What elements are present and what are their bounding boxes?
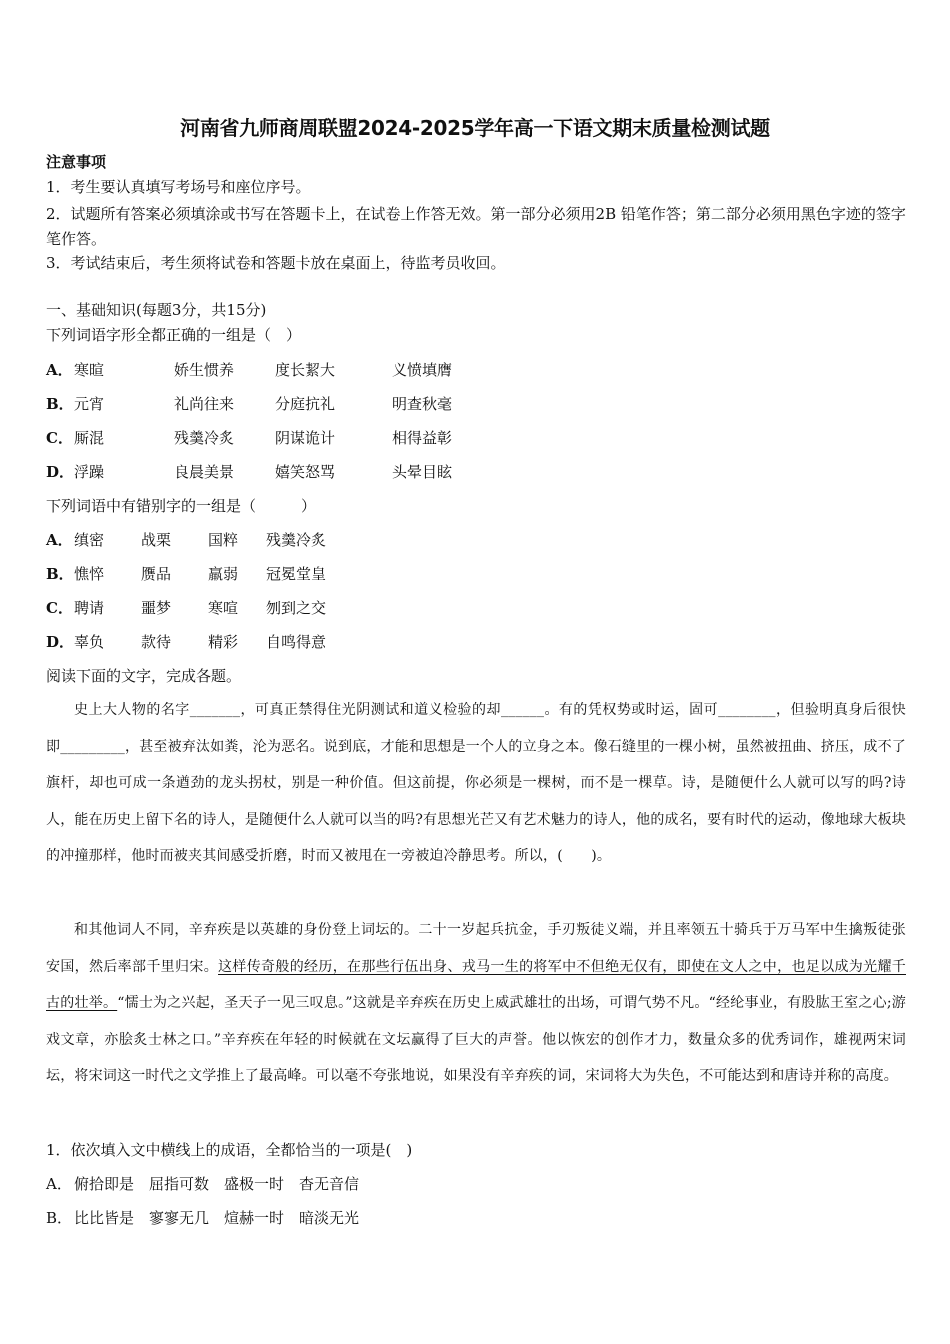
note-item-1: 1．考生要认真填写考场号和座位序号。	[46, 178, 311, 196]
option-word: 礼尚往来	[174, 395, 235, 413]
option-word: 明查秋毫	[392, 395, 453, 413]
option-word: 义愤填膺	[392, 361, 453, 379]
notes-heading: 注意事项	[46, 153, 107, 171]
option-word: 相得益彰	[392, 429, 453, 447]
option-word: 寒喧	[208, 599, 239, 617]
page-title: 河南省九师商周联盟2024-2025学年高一下语文期末质量检测试题	[180, 116, 770, 140]
passage-text: 和其他词人不同，辛弃疾是以英雄的身份登上词坛的。二十一岁起兵抗金，手刃叛徒义端，并且率领五十骑兵于万马军中生擒叛徒张安国，然后率部千里归宋。	[46, 922, 906, 975]
option-word: 分庭抗礼	[275, 395, 336, 413]
option-word: 度长絜大	[275, 361, 336, 379]
option-label: A．	[46, 361, 73, 379]
reading-q1-stem: 1．依次填入文中横线上的成语，全都恰当的一项是( )	[46, 1141, 413, 1159]
note-item-2: 2．试题所有答案必须填涂或书写在答题卡上，在试卷上作答无效。第一部分必须用2B 铅笔作答；第二部分必须用黑色字迹的签字笔作答。	[46, 205, 906, 248]
option-word: 嬉笑怒骂	[275, 463, 336, 481]
option-word: 款待	[141, 633, 172, 651]
option-word: 赝品	[141, 565, 172, 583]
option-word: 辜负	[74, 633, 105, 651]
option-word: 娇生惯养	[174, 361, 235, 379]
passage-text: “懦士为之兴起，圣天子一见三叹息。”这就是辛弃疾在历史上威武雄壮的出场，可谓气势不凡。“经纶事业，有股肱王室之心;游戏文章，亦脍炙士林之口。”辛弃疾在年轻的时候就在文坛赢得了巨大的声誉。他以恢宏的创作才力，数量众多的优秀词作，雄视两宋词坛，将宋词这一时代之文学推上了最高峰。可以毫不夸张地说，如果没有辛弃疾的词，宋词将大为失色，不可能达到和唐诗并称的高度。	[46, 995, 906, 1084]
option-label: A．	[46, 1175, 72, 1193]
option-word: 战栗	[141, 531, 172, 549]
option-label: D．	[46, 633, 75, 651]
option-word: 冠冕堂皇	[266, 565, 327, 583]
passage-paragraph-1: 史上大人物的名字_______，可真正禁得住光阴测试和道义检验的却______。有的凭权势或时运，固可________，但验明真身后很快即_________，甚至被弃汰如粪，沦为恶名。说到底，才能和思想是一个人的立身之本。像石缝里的一棵小树，虽然被扭曲、挤压，成不了旗杆，却也可成一条遒劲的龙头拐杖，别是一种价值。但这前提，你必须是一棵树，而不是一棵草。诗，是随便什么人就可以写的吗?诗人，能在历史上留下名的诗人，是随便什么人就可以当的吗?有思想光芒又有艺术魅力的诗人，他的成名，要有时代的运动，像地球大板块的冲撞那样，他时而被夹其间感受折磨，时而又被甩在一旁被迫冷静思考。所以，( )。	[46, 702, 906, 864]
option-word: 噩梦	[141, 599, 172, 617]
option-word: 寒暄	[74, 361, 105, 379]
option-word: 国粹	[208, 531, 239, 549]
passage-paragraph-2	[46, 912, 906, 1095]
q2-stem: 下列词语中有错别字的一组是（ ）	[46, 497, 317, 515]
option-word: 聘请	[74, 599, 105, 617]
option-word: 缜密	[74, 531, 105, 549]
note-item-3: 3．考试结束后，考生须将试卷和答题卡放在桌面上，待监考员收回。	[46, 254, 506, 272]
option-word: 刎到之交	[266, 599, 327, 617]
q1-stem: 下列词语字形全都正确的一组是（ ）	[46, 326, 302, 344]
option-word: 阴谋诡计	[275, 429, 336, 447]
section-heading: 一、基础知识(每题3分，共15分)	[46, 301, 267, 319]
option-label: C．	[46, 429, 73, 447]
option-label: B．	[46, 1209, 73, 1227]
option-word: 羸弱	[208, 565, 239, 583]
option-word: 憔悴	[74, 565, 105, 583]
option-word: 残羹冷炙	[266, 531, 327, 549]
option-text: 比比皆是 寥寥无几 煊赫一时 暗淡无光	[74, 1209, 360, 1227]
option-word: 残羹冷炙	[174, 429, 235, 447]
option-word: 浮躁	[74, 463, 105, 481]
option-word: 厮混	[74, 429, 105, 447]
reading-intro: 阅读下面的文字，完成各题。	[46, 667, 242, 685]
option-label: C．	[46, 599, 73, 617]
underlined-sentence: 这样传奇般的经历，在那些行伍出身、戎马一生的将军中不但绝无仅有，即使在文人之中，也足以成为光耀千古的壮举。	[46, 958, 906, 1011]
option-word: 头晕目眩	[392, 463, 453, 481]
option-word: 元宵	[74, 395, 105, 413]
option-label: A．	[46, 531, 73, 549]
option-label: B．	[46, 395, 74, 413]
option-label: B．	[46, 565, 74, 583]
option-label: D．	[46, 463, 75, 481]
option-word: 精彩	[208, 633, 239, 651]
option-word: 良晨美景	[174, 463, 235, 481]
option-word: 自鸣得意	[266, 633, 327, 651]
option-text: 俯拾即是 屈指可数 盛极一时 杳无音信	[74, 1175, 360, 1193]
